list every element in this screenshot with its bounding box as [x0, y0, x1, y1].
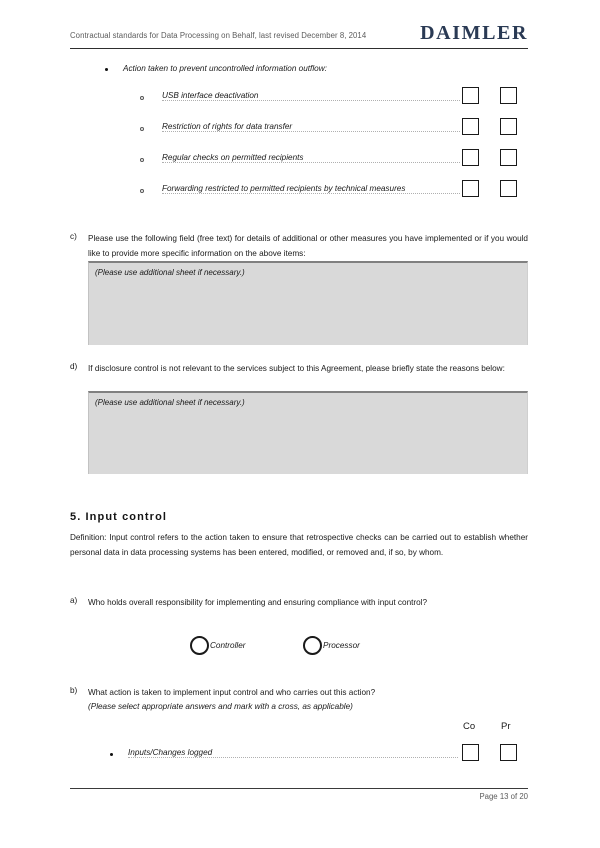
question-b-text: What action is taken to implement input control and who carries out this action? [88, 688, 376, 697]
checkbox-processor-usb[interactable] [500, 87, 517, 104]
lead-bullet-label: Action taken to prevent uncontrolled information outflow: [123, 64, 327, 73]
circle-marker-icon [140, 189, 144, 193]
bullet-dot-icon [105, 68, 108, 71]
action-label: Inputs/Changes logged [128, 748, 215, 757]
measure-label: Regular checks on permitted recipients [162, 153, 304, 162]
responsibility-options [70, 636, 528, 660]
header-divider [70, 48, 528, 49]
checkbox-controller-restriction[interactable] [462, 118, 479, 135]
checkbox-controller-inputs-logged[interactable] [462, 744, 479, 761]
checkbox-controller-checks[interactable] [462, 149, 479, 166]
question-c-marker: c) [70, 232, 77, 241]
checkbox-controller-usb[interactable] [462, 87, 479, 104]
checkbox-processor-restriction[interactable] [500, 118, 517, 135]
answer-box-d[interactable] [88, 391, 528, 474]
daimler-logo: DAIMLER [420, 22, 528, 44]
question-b-subtext: (Please select appropriate answers and mark with a cross, as applicable) [88, 702, 353, 711]
checkbox-processor-inputs-logged[interactable] [500, 744, 517, 761]
page-header [70, 22, 528, 56]
circle-marker-icon [140, 158, 144, 162]
page-number: Page 13 of 20 [479, 792, 528, 801]
answer-box-c[interactable] [88, 261, 528, 345]
question-d-text: If disclosure control is not relevant to the services subject to this Agreement, please briefly state the reasons below: [88, 364, 505, 373]
radio-controller[interactable] [190, 636, 209, 655]
question-d-marker: d) [70, 362, 78, 371]
checkbox-controller-forwarding[interactable] [462, 180, 479, 197]
dotted-leader [128, 757, 458, 758]
section-heading-input-control: 5. Input control [70, 511, 168, 523]
circle-marker-icon [140, 96, 144, 100]
checkbox-processor-checks[interactable] [500, 149, 517, 166]
circle-marker-icon [140, 127, 144, 131]
footer-divider [70, 788, 528, 789]
measure-label: Forwarding restricted to permitted recipients by technical measures [162, 184, 406, 193]
measure-label: USB interface deactivation [162, 91, 259, 100]
column-header-co: Co [463, 721, 476, 732]
radio-controller-label: Controller [210, 641, 246, 650]
header-title: Contractual standards for Data Processing on Behalf, last revised December 8, 2014 [70, 31, 367, 40]
answer-box-c-hint: (Please use additional sheet if necessary.) [95, 268, 245, 277]
answer-box-d-hint: (Please use additional sheet if necessary.) [95, 398, 245, 407]
radio-processor-label: Processor [323, 641, 360, 650]
question-c-text: Please use the following field (free text) for details of additional or other measures you have implemented or if you would like to provide more specific information on the above items: [88, 234, 528, 258]
bullet-dot-icon [110, 753, 113, 756]
question-a-marker: a) [70, 596, 78, 605]
checkbox-processor-forwarding[interactable] [500, 180, 517, 197]
section-definition: Definition: Input control refers to the action taken to ensure that retrospective checks can be carried out to establish whether personal data in data processing systems has been entered, modified, or removed and, if so, by whom. [70, 533, 528, 557]
radio-processor[interactable] [303, 636, 322, 655]
measure-label: Restriction of rights for data transfer [162, 122, 293, 131]
question-a-text: Who holds overall responsibility for implementing and ensuring compliance with input control? [88, 598, 428, 607]
column-header-pr: Pr [501, 721, 511, 732]
question-b-marker: b) [70, 686, 78, 695]
